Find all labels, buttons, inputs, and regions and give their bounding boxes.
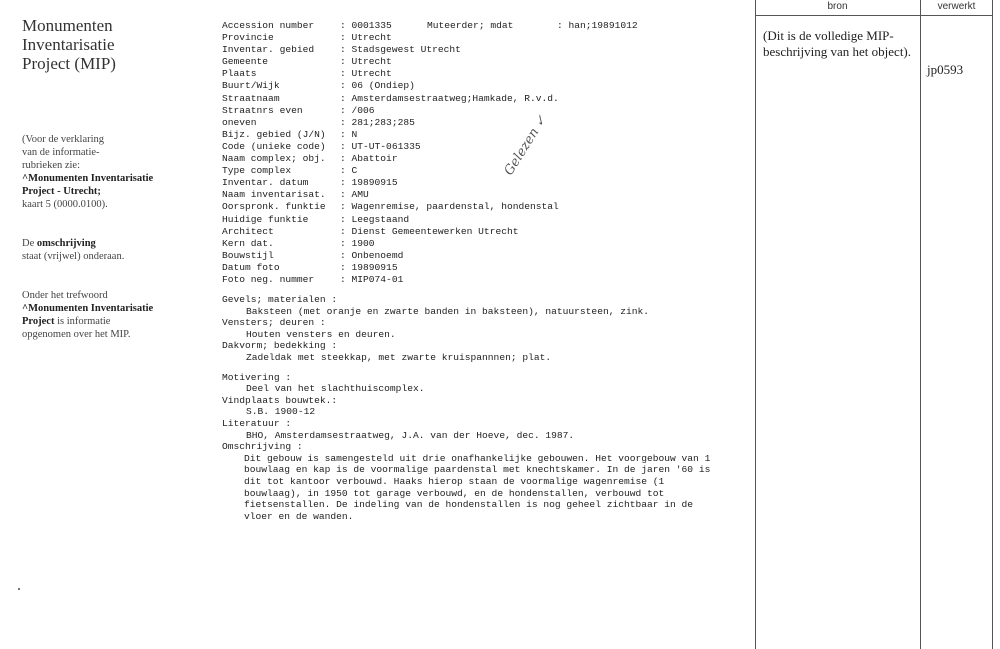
note-trefwoord: [22, 289, 212, 341]
title-line: Project (MIP): [22, 54, 116, 73]
section-gevels: [222, 294, 742, 317]
field-label: Buurt/Wijk: [222, 80, 280, 92]
section-heading: Literatuur :: [222, 418, 292, 429]
section-body: S.B. 1900-12: [246, 406, 316, 418]
note-line: kaart 5 (0000.0100).: [22, 199, 108, 210]
note-line: staat (vrijwel) onderaan.: [22, 251, 125, 262]
mutation-value: : han;19891012: [557, 20, 638, 31]
field-row: [222, 165, 742, 177]
field-row: [222, 80, 742, 92]
note-line: opgenomen over het MIP.: [22, 329, 131, 340]
table-border: [755, 0, 756, 649]
field-label: oneven: [222, 116, 257, 128]
field-value: : C: [340, 165, 358, 177]
section-body: Deel van het slachthuiscomplex.: [246, 383, 425, 395]
note-explanation: [22, 133, 212, 211]
section-vindplaats: [222, 395, 742, 418]
table-border: [920, 0, 921, 649]
note-line: Project - Utrecht;: [22, 186, 101, 197]
field-row: [222, 105, 742, 117]
section-heading: Omschrijving :: [222, 441, 303, 453]
field-label: Plaats: [222, 68, 257, 80]
field-row: [222, 68, 742, 80]
field-row: [222, 226, 742, 238]
section-body: BHO, Amsterdamsestraatweg, J.A. van der Hoeve, dec. 1987.: [246, 429, 575, 441]
field-label: Kern dat.: [222, 237, 274, 249]
section-literatuur: [222, 418, 742, 441]
field-value: : 281;283;285: [340, 116, 415, 128]
record-document: [222, 20, 742, 522]
field-row: [222, 153, 742, 165]
table-header-line: [755, 15, 993, 16]
section-body: Houten vensters en deuren.: [246, 328, 396, 340]
title-line: Monumenten: [22, 16, 113, 35]
field-value: : Utrecht: [340, 32, 392, 44]
field-label: Type complex: [222, 165, 292, 177]
field-value: : 19890915: [340, 177, 398, 189]
section-body: Zadeldak met steekkap, met zwarte kruispannnen; plat.: [246, 352, 552, 364]
section-vensters: [222, 317, 742, 340]
field-label: Gemeente: [222, 56, 269, 68]
field-row: [222, 189, 742, 201]
table-border: [992, 0, 993, 649]
field-row: [222, 32, 742, 44]
left-info-column: [22, 16, 212, 367]
field-row: [222, 274, 742, 286]
field-row: [222, 20, 742, 32]
field-value: : Abattoir: [340, 153, 398, 165]
field-label: Architect: [222, 225, 274, 237]
field-label: Inventar. datum: [222, 177, 309, 189]
field-value: : Stadsgewest Utrecht: [340, 44, 461, 56]
section-heading: Dakvorm; bedekking :: [222, 340, 338, 352]
section-body: Dit gebouw is samengesteld uit drie onafhankelijke gebouwen. Het voorgebouw van 1 bouwlaag en kap is de voormalige paardenstal met knechtskamer. In de jaren '60 is dit tot kantoor verbouwd. Haaks hierop staan de voormalige wagenremise (1 bouwlaag), in 1950 tot garage verbouwd, en de hondenstallen, verbouwd tot fietsenstallen. De indeling van de hondenstallen is nog geheel zichtbaar in de vloer en de wanden.: [244, 452, 711, 522]
note-line: De: [22, 238, 37, 249]
note-line: Onder het trefwoord: [22, 290, 108, 301]
field-label: Straatnrs even: [222, 104, 303, 116]
field-label: Naam inventarisat.: [222, 189, 326, 201]
field-value: : Utrecht: [340, 68, 392, 80]
verwerkt-header: verwerkt: [937, 1, 976, 12]
field-row: [222, 117, 742, 129]
mutation-label: Muteerder; mdat: [427, 20, 514, 31]
mip-title: [22, 16, 212, 73]
note-line: ^Monumenten Inventarisatie: [22, 303, 154, 314]
field-label: Oorspronk. funktie: [222, 201, 326, 213]
note-line: rubrieken zie:: [22, 160, 81, 171]
section-motivering: [222, 372, 742, 395]
field-label: Bijz. gebied (J/N): [222, 128, 326, 140]
bron-header: bron: [827, 1, 848, 12]
handwritten-annotation: Gelezen ✓: [501, 112, 551, 179]
section-dakvorm: [222, 340, 742, 363]
bron-text: (Dit is de volledige MIP-beschrijving van het object).: [763, 28, 912, 59]
field-label: Straatnaam: [222, 92, 280, 104]
note-bold: omschrijving: [36, 238, 96, 249]
field-label: Code (unieke code): [222, 140, 326, 152]
verwerkt-text: jp0593: [927, 62, 964, 77]
field-row: [222, 201, 742, 213]
field-row: [222, 56, 742, 68]
record-fields: [222, 20, 742, 286]
section-heading: Gevels; materialen :: [222, 294, 338, 306]
field-value: : MIP074-01: [340, 273, 404, 285]
note-bold: Project: [22, 316, 55, 327]
field-row: [222, 93, 742, 105]
record-sections: [222, 294, 742, 522]
field-value: : N: [340, 128, 358, 140]
field-value: : UT-UT-061335: [340, 140, 421, 152]
field-label: Datum foto: [222, 261, 280, 273]
field-label: Provincie: [222, 32, 274, 44]
section-heading: Motivering :: [222, 371, 292, 383]
field-label: Huidige funktie: [222, 213, 309, 225]
field-label: Bouwstijl: [222, 249, 274, 261]
section-body: Baksteen (met oranje en zwarte banden in baksteen), natuursteen, zink.: [246, 305, 650, 317]
field-row: [222, 250, 742, 262]
scan-speck: [18, 588, 20, 590]
field-value: : Dienst Gemeentewerken Utrecht: [340, 225, 519, 237]
field-value: : Utrecht: [340, 56, 392, 68]
field-value: : /006: [340, 104, 375, 116]
note-omschrijving: [22, 237, 212, 263]
field-label: Naam complex; obj.: [222, 153, 326, 165]
note-line: van de informatie-: [22, 147, 100, 158]
field-value: : Leegstaand: [340, 213, 410, 225]
field-row: [222, 44, 742, 56]
field-row: [222, 214, 742, 226]
field-value: : 19890915: [340, 261, 398, 273]
field-label: Foto neg. nummer: [222, 273, 315, 285]
note-line: is informatie: [54, 316, 111, 327]
field-row: [222, 177, 742, 189]
field-row: [222, 262, 742, 274]
field-value: : 0001335: [340, 20, 392, 31]
field-row: [222, 238, 742, 250]
side-table: [755, 0, 993, 649]
field-value: : Onbenoemd: [340, 249, 404, 261]
mutation-info: [427, 20, 638, 32]
note-line: (Voor de verklaring: [22, 134, 105, 145]
title-line: Inventarisatie: [22, 35, 115, 54]
field-value: : Amsterdamsestraatweg;Hamkade, R.v.d.: [340, 92, 559, 104]
section-heading: Vensters; deuren :: [222, 317, 326, 329]
section-omschrijving: [222, 441, 742, 522]
field-value: : AMU: [340, 189, 369, 201]
field-value: : 06 (Ondiep): [340, 80, 415, 92]
field-label: Inventar. gebied: [222, 44, 315, 56]
field-row: [222, 129, 742, 141]
field-row: [222, 141, 742, 153]
field-value: : 1900: [340, 237, 375, 249]
field-value: : Wagenremise, paardenstal, hondenstal: [340, 201, 559, 213]
field-label: Accession number: [222, 20, 315, 31]
section-heading: Vindplaats bouwtek.:: [222, 394, 338, 406]
note-line: ^Monumenten Inventarisatie: [22, 173, 154, 184]
